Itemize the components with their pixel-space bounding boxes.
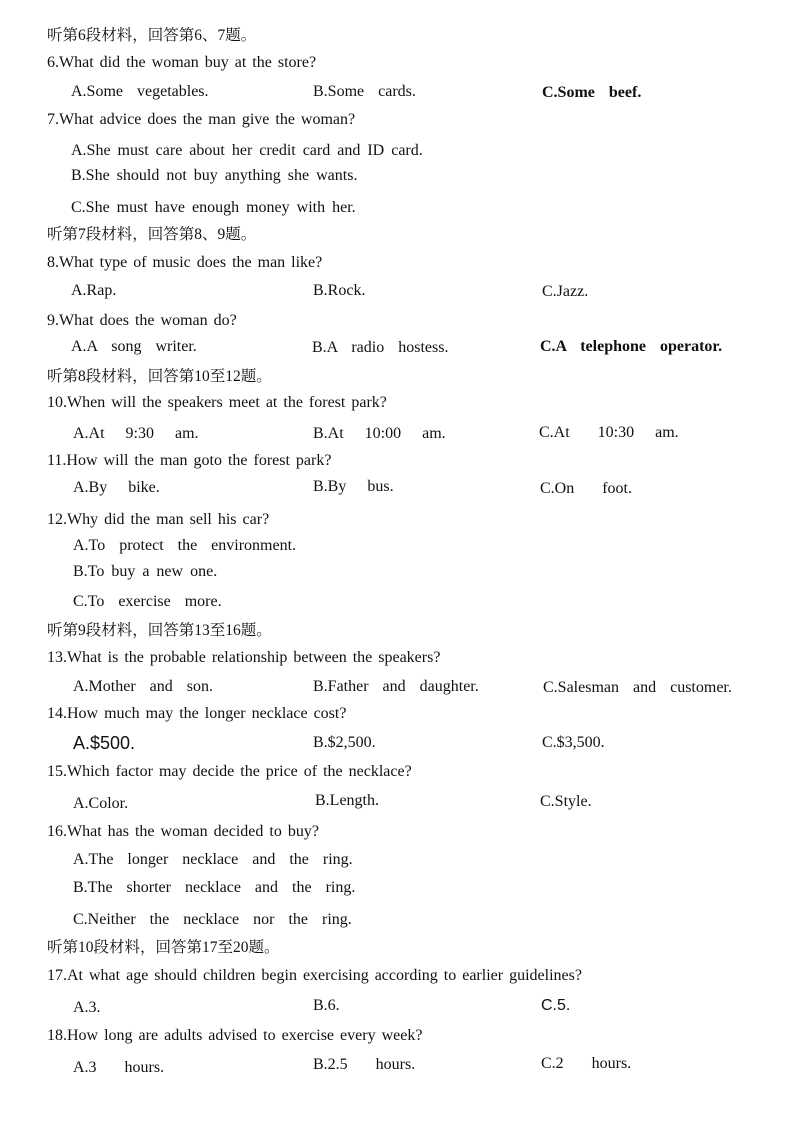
question-text: 17.At what age should children begin exercising according to earlier guidelines? [47,967,582,984]
option-b: B.Length. [315,792,379,809]
question-text: 15.Which factor may decide the price of the necklace? [47,763,412,780]
question-text: 13.What is the probable relationship between the speakers? [47,649,441,666]
option-c: C.To exercise more. [73,593,222,610]
option-c: C.A telephone operator. [540,338,723,355]
option-a: A.At 9:30 am. [73,425,199,442]
option-a: A.She must care about her credit card and ID card. [71,142,423,159]
question-text: 16.What has the woman decided to buy? [47,823,319,840]
option-c: C.5. [541,997,571,1014]
option-b: B.Father and daughter. [313,678,479,695]
section-heading: 听第9段材料，回答第13至16题。 [47,622,272,639]
option-c: C.At 10:30 am. [539,424,679,441]
section-heading: 听第8段材料，回答第10至12题。 [47,368,272,385]
question-text: 6.What did the woman buy at the store? [47,54,317,71]
option-a: A.3. [73,999,101,1016]
question-text: 8.What type of music does the man like? [47,254,323,271]
question-text: 12.Why did the man sell his car? [47,511,270,528]
option-a: A.By bike. [73,479,160,496]
option-a: A.Mother and son. [73,678,213,695]
option-b: B.She should not buy anything she wants. [71,167,358,184]
section-heading: 听第10段材料，回答第17至20题。 [47,939,280,956]
option-c: C.She must have enough money with her. [71,199,356,216]
option-b: B.Some cards. [313,83,416,100]
option-b: B.By bus. [313,478,394,495]
option-a: A.$500. [73,733,136,753]
section-heading: 听第7段材料，回答第8、9题。 [47,226,257,243]
section-heading: 听第6段材料，回答第6、7题。 [47,27,257,44]
option-b: B.The shorter necklace and the ring. [73,879,356,896]
option-c: C.Salesman and customer. [543,679,732,696]
question-text: 11.How will the man goto the forest park? [47,452,332,469]
option-b: B.2.5 hours. [313,1056,416,1073]
option-c: C.Jazz. [542,283,589,300]
option-c: C.Style. [540,793,592,810]
question-text: 7.What advice does the man give the woman? [47,111,356,128]
option-a: A.3 hours. [73,1059,165,1076]
option-a: A.Some vegetables. [71,83,209,100]
question-text: 10.When will the speakers meet at the forest park? [47,394,387,411]
option-a: A.A song writer. [71,338,197,355]
option-b: B.6. [313,997,340,1014]
option-b: B.Rock. [313,282,366,299]
option-b: B.$2,500. [313,734,376,751]
option-c: C.Neither the necklace nor the ring. [73,911,352,928]
question-text: 9.What does the woman do? [47,312,237,329]
option-b: B.To buy a new one. [73,563,218,580]
option-b: B.At 10:00 am. [313,425,446,442]
option-c: C.On foot. [540,480,632,497]
option-c: C.$3,500. [542,734,605,751]
question-text: 18.How long are adults advised to exercise every week? [47,1027,423,1044]
option-a: A.Color. [73,795,129,812]
question-text: 14.How much may the longer necklace cost? [47,705,347,722]
option-a: A.To protect the environment. [73,537,297,554]
option-c: C.Some beef. [542,84,642,101]
option-a: A.The longer necklace and the ring. [73,851,353,868]
option-a: A.Rap. [71,282,117,299]
option-b: B.A radio hostess. [312,339,449,356]
option-c: C.2 hours. [541,1055,632,1072]
